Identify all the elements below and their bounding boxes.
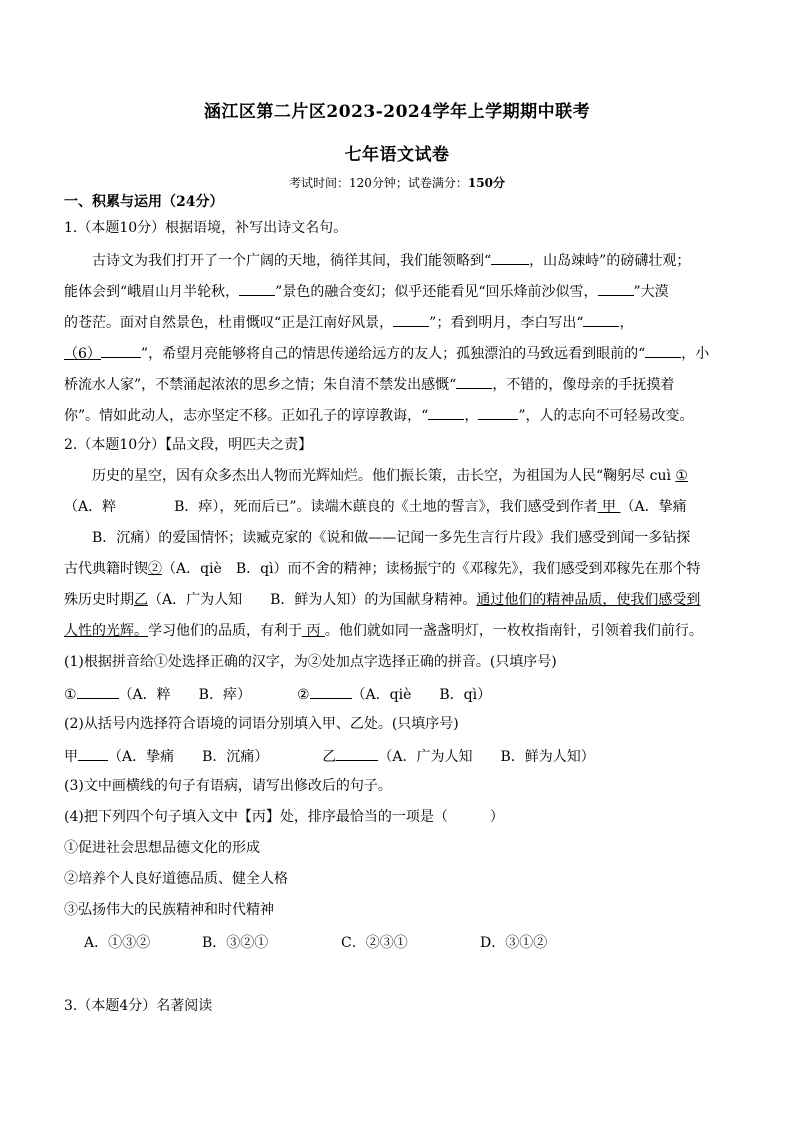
answer-blank[interactable] [583, 311, 619, 327]
q2-sub-2-answer-row [64, 745, 595, 767]
section-heading: 一、积累与运用（24分） [64, 194, 224, 210]
answer-blank[interactable] [101, 342, 141, 358]
answer-blank[interactable] [598, 280, 634, 296]
q1-line-6 [64, 404, 694, 426]
blank-mark-2: ② [296, 687, 310, 703]
q1-line-5 [64, 373, 674, 395]
q3-heading: 3.（本题4分）名著阅读 [64, 998, 213, 1014]
q1-text: ”景色的融合变幻；似乎还能看见“回乐烽前沙似雪， [275, 284, 598, 300]
choice-b[interactable]: B．③②① [202, 935, 269, 951]
q1-text: 能体会到“峨眉山月半轮秋， [64, 284, 240, 300]
q1-text: ， [619, 315, 634, 331]
underlined-sentence: 通过他们的精神品质，使我们感受到 [476, 592, 701, 608]
answer-blank[interactable] [645, 342, 681, 358]
choice-c[interactable]: C．②③① [341, 935, 408, 951]
q2-sub-3: (3)文中画横线的句子有语病，请写出修改后的句子。 [64, 778, 392, 794]
q2-text: （A．qiè B．qì）而不舍的精神；读杨振宁的《邓稼先》，我们感受到邓稼先在那个特 [162, 561, 701, 577]
answer-blank[interactable] [78, 745, 108, 761]
q1-line-3 [64, 311, 633, 333]
blank-mark-jia: 甲 [602, 499, 617, 515]
q2-text: （A．广为人知 B．鲜为人知）的为国献身精神。 [148, 592, 477, 608]
q1-line-4 [64, 342, 709, 364]
blank-mark-1: ① [675, 468, 688, 484]
options: （A．粹 B．瘁） [118, 687, 251, 703]
options: （A．挚痛 B．沉痛） [108, 749, 269, 765]
option-item: ③弘扬伟大的民族精神和时代精神 [64, 902, 274, 918]
q1-line-2 [64, 280, 669, 302]
q1-line-1 [92, 249, 690, 271]
choice-a[interactable]: A．①③② [84, 935, 151, 951]
q2-text: 殊历史时期 [64, 592, 134, 608]
q2-text: 古代典籍时锲 [64, 561, 148, 577]
q1-text: ”大漠 [633, 284, 669, 300]
option-item: ①促进社会思想品德文化的形成 [64, 840, 260, 856]
underlined-sentence: 人性的光辉。 [64, 623, 148, 639]
choice-d[interactable]: D．③①② [480, 935, 548, 951]
answer-blank[interactable] [239, 280, 275, 296]
q1-text: ，不错的，像母亲的手抚摸着 [492, 377, 675, 393]
exam-time-label: 考试时间：120分钟；试卷满分： [289, 176, 468, 190]
q2-sub-4: (4)把下列四个句子填入文中【丙】处，排序最恰当的一项是（ ） [64, 809, 504, 825]
answer-blank[interactable] [428, 404, 464, 420]
blank-mark-yi: 乙 [134, 592, 148, 608]
answer-blank[interactable] [77, 683, 119, 699]
q1-text: 你”。情如此动人，志亦坚定不移。正如孔子的谆谆教诲，“ [64, 408, 429, 424]
answer-blank[interactable] [478, 404, 518, 420]
q1-text: 古诗文为我们打开了一个广阔的天地，徜徉其间，我们能领略到“ [92, 253, 492, 269]
q2-passage-line-4 [64, 559, 701, 579]
q2-text: 历史的星空，因有众多杰出人物而光辉灿烂。他们振长策，击长空，为祖国为人民“鞠躬尽 cuì [92, 468, 671, 484]
options: （A．广为人知 B．鲜为人知） [378, 749, 595, 765]
q2-text: （A．粹 [64, 499, 117, 515]
q2-heading: 2.（本题10分）【品文段，明匹夫之责】 [64, 437, 313, 453]
q2-sub-1-answer-row [64, 683, 491, 705]
q1-heading: 1.（本题10分）根据语境，补写出诗文名句。 [64, 220, 348, 236]
answer-blank[interactable] [310, 683, 352, 699]
q2-text: B．瘁），死而后已”。读端木蕻良的《土地的誓言》，我们感受到作者 [174, 499, 598, 515]
q2-passage-line-5 [64, 590, 700, 610]
q1-text: ”；看到明月，李白写出“ [429, 315, 584, 331]
q2-passage-line-3: B．沉痛）的爱国情怀；读臧克家的《说和做——记闻一多先生言行片段》我们感受到闻一多钻探 [92, 530, 691, 546]
q2-sub-2: (2)从括号内选择符合语境的词语分别填入甲、乙处。(只填序号) [64, 716, 459, 732]
q2-text: 学习他们的品质，有利于 [148, 623, 302, 639]
q1-text: ”，希望月亮能够将自己的情思传递给远方的友人；孤独漂泊的马致远看到眼前的“ [140, 346, 646, 362]
options: （A．qiè B．qì） [351, 687, 492, 703]
answer-blank[interactable] [393, 311, 429, 327]
answer-blank[interactable] [456, 373, 492, 389]
exam-subtitle: 七年语文试卷 [344, 145, 450, 165]
q1-text: ，山岛竦峙”的磅礴壮观； [529, 253, 691, 269]
q1-text: ， [464, 408, 479, 424]
q2-sub-1: (1)根据拼音给①处选择正确的汉字，为②处加点字选择正确的拼音。(只填序号) [64, 654, 557, 670]
blank-mark-1: ① [64, 687, 77, 703]
blank-mark-bing: 丙 [306, 623, 321, 639]
q2-passage-line-2 [64, 497, 687, 517]
q2-text: （A．挚痛 [620, 499, 687, 515]
exam-meta [0, 174, 794, 191]
q2-text: 。他们就如同一盏盏明灯，一枚枚指南针，引领着我们前行。 [324, 623, 703, 639]
q1-text: ，小 [681, 346, 710, 362]
exam-score: 150分 [467, 176, 505, 190]
blank-number: （6） [64, 346, 101, 362]
q1-text: 桥流水人家”，不禁涌起浓浓的思乡之情；朱自清不禁发出感慨“ [64, 377, 457, 393]
blank-mark-2: ② [148, 561, 162, 577]
q2-passage-line-6 [64, 621, 703, 641]
exam-title: 涵江区第二片区2023-2024学年上学期期中联考 [203, 102, 591, 122]
q2-passage-line-1 [92, 466, 688, 486]
blank-mark-jia: 甲 [64, 749, 78, 765]
blank-mark-yi: 乙 [322, 749, 337, 765]
q1-text: 的苍茫。面对自然景色，杜甫慨叹“正是江南好风景， [64, 315, 394, 331]
q1-text: ”，人的志向不可轻易改变。 [518, 408, 694, 424]
option-item: ②培养个人良好道德品质、健全人格 [64, 871, 288, 887]
answer-blank[interactable] [336, 745, 378, 761]
answer-blank[interactable] [491, 249, 529, 265]
